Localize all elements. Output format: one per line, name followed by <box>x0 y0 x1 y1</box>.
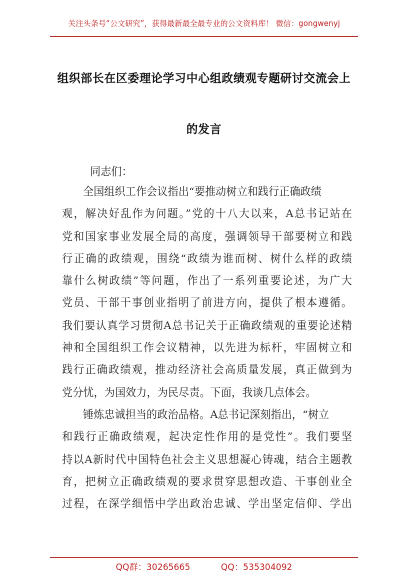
paragraph-1 <box>62 181 352 404</box>
paragraph-line: 神和全国组织工作会议精神，以先进为标杆，牢固树立和 <box>62 342 352 355</box>
paragraph-line: 行正确的政绩观，围绕“政绩为谁而树、树什么样的政绩 <box>62 252 352 265</box>
header-promo-note: 关注头条号“公文研究”，获得最新最全最专业的公文资料库！ 微信：gongwenyj <box>68 19 340 28</box>
paragraph-line: 党员、干部干事创业指明了前进方向，提供了根本遵循。 <box>62 297 352 310</box>
document-title-line-2: 的发言 <box>186 122 222 136</box>
salutation: 同志们： <box>90 166 133 178</box>
footer-contact <box>0 561 408 573</box>
paragraph-line: 持以A新时代中国特色社会主义思想凝心铸魂，结合主题教 <box>62 453 352 466</box>
paragraph-line: 育，把树立正确政绩观的要求贯穿思想改造、干事创业全 <box>62 475 352 488</box>
paragraph-line: 和践行正确政绩观，起决定性作用的是党性”。我们要坚 <box>62 431 352 444</box>
paragraph-line: 党分忧，为国效力，为民尽责。下面，我谈几点体会。 <box>62 386 317 399</box>
footer-qq-number: QQ：535304092 <box>220 563 293 573</box>
footer-divider <box>50 557 358 558</box>
paragraph-line: 锤炼忠诚担当的政治品格。A总书记深刻指出，“树立 <box>83 409 330 421</box>
paragraph-line: 过程，在深学细悟中学出政治忠诚、学出坚定信仰、学出 <box>62 498 352 511</box>
paragraph-line: 全国组织工作会议指出“要推动树立和践行正确政绩 <box>83 186 322 198</box>
paragraph-2 <box>62 404 352 515</box>
footer-qq-group: QQ群：30265665 <box>115 563 191 573</box>
paragraph-line: 党和国家事业发展全局的高度，强调领导干部要树立和践 <box>62 230 352 243</box>
paragraph-line: 践行正确政绩观，推动经济社会高质量发展，真正做到为 <box>62 364 352 377</box>
document-title-line-1: 组织部长在区委理论学习中心组政绩观专题研讨交流会上 <box>57 71 351 85</box>
paragraph-line: 靠什么树政绩”等问题，作出了一系列重要论述，为广大 <box>62 275 352 288</box>
paragraph-line: 观，解决好乱作为问题。”党的十八大以来，A总书记站在 <box>62 208 352 221</box>
header-divider <box>50 36 358 37</box>
paragraph-line: 我们要认真学习贯彻A总书记关于正确政绩观的重要论述精 <box>62 319 352 332</box>
